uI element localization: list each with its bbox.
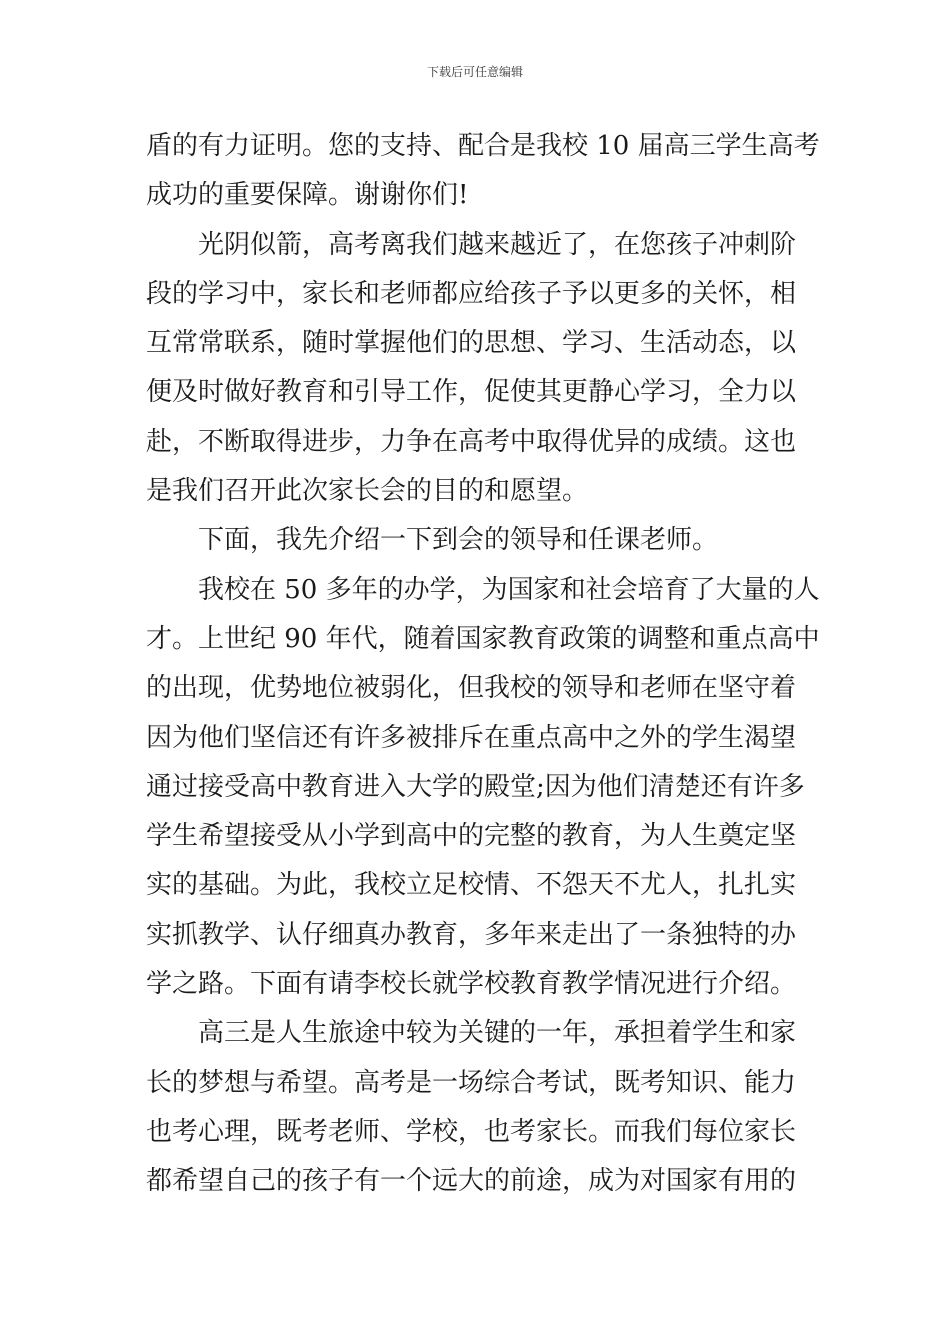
text-line: 实抓教学、认仔细真办教育，多年来走出了一条独特的办 [146,919,797,950]
text-line: 才。上世纪 90 年代，随着国家教育政策的调整和重点高中 [146,623,820,654]
paragraph-first-line: 光阴似箭，高考离我们越来越近了，在您孩子冲刺阶 [198,229,797,260]
text-line: 互常常联系，随时掌握他们的思想、学习、生活动态，以 [146,328,797,359]
paragraph-first-line: 高三是人生旅途中较为关键的一年，承担着学生和家 [198,1018,797,1049]
text-line: 段的学习中，家长和老师都应给孩子予以更多的关怀，相 [146,278,797,309]
text-line: 便及时做好教育和引导工作，促使其更静心学习，全力以 [146,377,797,408]
document-body [146,122,820,1207]
text-line: 因为他们坚信还有许多被排斥在重点高中之外的学生渴望 [146,722,797,753]
text-line: 实的基础。为此，我校立足校情、不怨天不尤人，扎扎实 [146,870,797,901]
paragraph-first-line: 下面，我先介绍一下到会的领导和任课老师。 [198,525,719,556]
text-line: 是我们召开此次家长会的目的和愿望。 [146,476,589,507]
text-line: 通过接受高中教育进入大学的殿堂;因为他们清楚还有许多 [146,771,805,802]
text-line: 都希望自己的孩子有一个远大的前途，成为对国家有用的 [146,1166,797,1197]
text-line: 学之路。下面有请李校长就学校教育教学情况进行介绍。 [146,969,797,1000]
text-line: 也考心理，既考老师、学校，也考家长。而我们每位家长 [146,1116,797,1147]
paragraph-first-line: 我校在 50 多年的办学，为国家和社会培育了大量的人 [198,574,820,605]
page-header: 下载后可任意编辑 [426,65,523,79]
text-line: 学生希望接受从小学到高中的完整的教育，为人生奠定坚 [146,821,797,852]
text-line: 的出现，优势地位被弱化，但我校的领导和老师在坚守着 [146,673,797,704]
text-line: 盾的有力证明。您的支持、配合是我校 10 届高三学生高考 [146,131,820,161]
text-line: 赴，不断取得进步，力争在高考中取得优异的成绩。这也 [146,426,797,457]
text-line: 成功的重要保障。谢谢你们! [146,180,469,211]
text-line: 长的梦想与希望。高考是一场综合考试，既考知识、能力 [146,1067,797,1098]
